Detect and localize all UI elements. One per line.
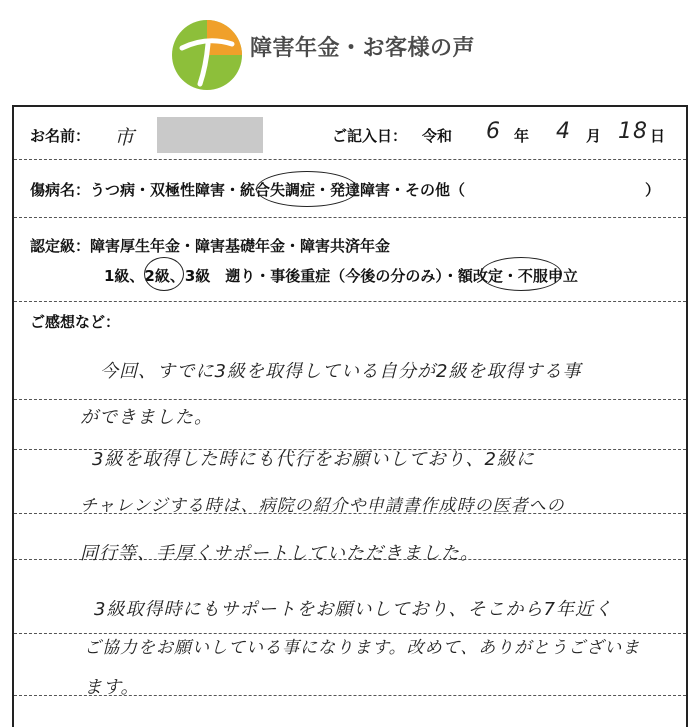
- date-day-value: 18: [618, 119, 648, 144]
- selection-circle-amount: [480, 257, 562, 291]
- comment-line-6: 3級取得時にもサポートをお願いしており、そこから7年近く: [94, 599, 613, 620]
- name-label: お名前：: [30, 127, 91, 145]
- disease-line: 傷病名：うつ病・双極性障害・統合失調症・発達障害・その他（ ）: [30, 181, 661, 199]
- comment-line-7: ご協力をお願いしている事になります。改めて、ありがとうございま: [84, 638, 641, 658]
- name-handwritten: 市: [114, 125, 135, 149]
- customer-feedback-form: [12, 105, 688, 727]
- comment-line-2: ができました。: [80, 407, 213, 428]
- date-era: 令和: [422, 127, 453, 145]
- selection-circle-grade: [144, 257, 184, 291]
- comment-line-8: ます。: [84, 677, 140, 698]
- site-title: 障害年金・お客様の声: [250, 36, 476, 61]
- date-label: ご記入日：: [332, 127, 408, 145]
- grade-line-1: 認定級：障害厚生年金・障害基礎年金・障害共済年金: [30, 237, 391, 255]
- name-redaction: [157, 117, 263, 153]
- ruled-line: [14, 399, 686, 400]
- comment-line-5: 同行等、手厚くサポートしていただきました。: [80, 543, 479, 564]
- date-year-unit: 年: [514, 127, 530, 145]
- comment-line-4: チャレンジする時は、病院の紹介や申請書作成時の医者への: [80, 496, 565, 516]
- date-year-value: 6: [486, 119, 501, 144]
- comment-line-3: 3級を取得した時にも代行をお願いしており、2級に: [92, 449, 535, 470]
- date-day-unit: 日: [650, 127, 666, 145]
- divider: [14, 159, 686, 160]
- grade-line-2: 1級、2級、3級 遡り・事後重症（今後の分のみ）・額改定・不服申立: [104, 267, 578, 285]
- divider: [14, 301, 686, 302]
- comment-line-1: 今回、すでに3級を取得している自分が2級を取得する事: [100, 361, 582, 382]
- company-logo: [170, 18, 244, 92]
- date-month-value: 4: [556, 119, 571, 144]
- selection-circle-disease: [256, 171, 358, 207]
- divider: [14, 217, 686, 218]
- page-header: [0, 0, 697, 100]
- date-month-unit: 月: [586, 127, 602, 145]
- comments-label: ご感想など：: [30, 313, 121, 331]
